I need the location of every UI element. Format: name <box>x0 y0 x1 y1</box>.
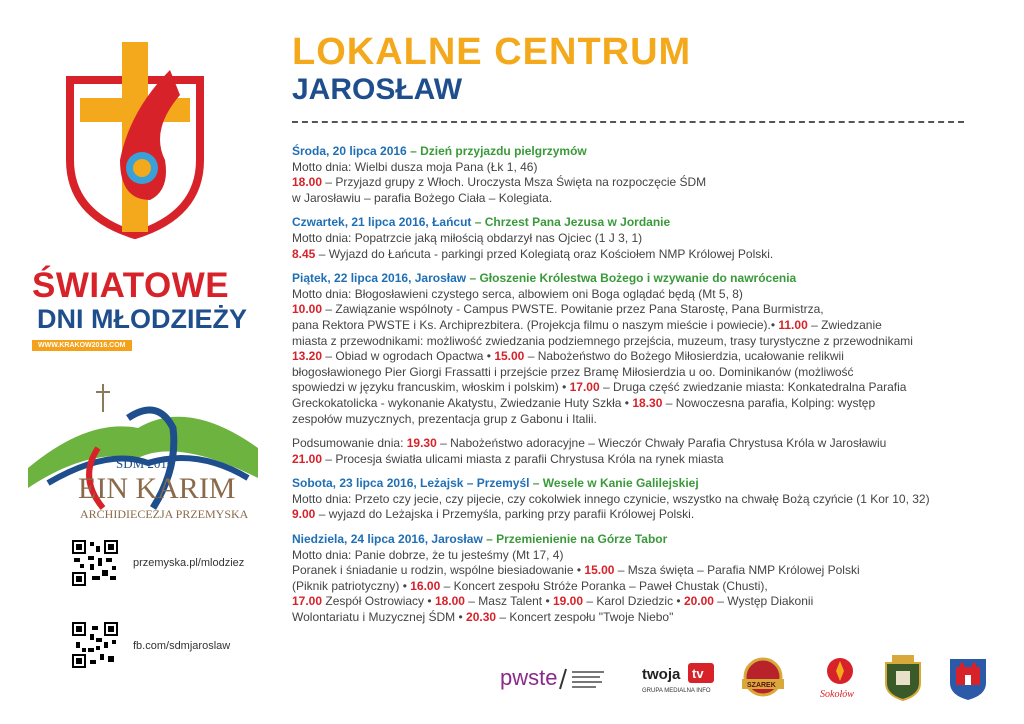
event-text: Poranek i śniadanie u rodzin, wspólne biesiadowanie • <box>292 563 585 578</box>
ein-sub-text: ARCHIDIECEZJA PRZEMYSKA <box>80 507 249 521</box>
day-block-friday <box>292 271 982 427</box>
ein-main-text: EIN KARIM <box>78 472 236 505</box>
wyd-cross-logo <box>50 40 220 240</box>
event-line <box>292 175 982 191</box>
event-time: 19.30 <box>406 436 437 451</box>
pwste-logo <box>500 663 610 693</box>
tv-text: tv <box>692 666 704 681</box>
coat-of-arms-icon <box>884 655 922 701</box>
day-block-saturday <box>292 476 982 523</box>
day-header <box>292 215 982 231</box>
day-motto: Motto dnia: Błogosławieni czystego serca, albowiem oni Boga oglądać będą (Mt 5, 8) <box>292 286 743 301</box>
event-text: Wolontariatu i Muzycznej ŚDM • <box>292 610 467 625</box>
day-block-wednesday <box>292 144 982 206</box>
day-header <box>292 144 982 160</box>
event-line: w Jarosławiu – parafia Bożego Ciała – Kolegiata. <box>292 190 553 205</box>
day-date: Sobota, 23 lipca 2016, Leżajsk – Przemyśl <box>292 476 530 491</box>
summary-label: Podsumowanie dnia: <box>292 436 407 451</box>
event-text: – Nabożeństwo adoracyjne – Wieczór Chwały Parafia Chrystusa Króla w Jarosławiu <box>436 436 887 451</box>
event-line <box>292 302 982 318</box>
event-time: 17.00 <box>292 594 323 609</box>
event-text: – wyjazd do Leżajska i Przemyśla, parking przy parafii Królowej Polski. <box>315 507 695 522</box>
event-time: 9.00 <box>292 507 316 522</box>
day-summary <box>292 436 982 467</box>
event-text: – Nowoczesna parafia, Kolping: występ <box>662 395 876 410</box>
event-text: – Zawiązanie wspólnoty - Campus PWSTE. Powitanie przez Pana Starostę, Pana Burmistrza, <box>322 302 824 317</box>
event-text: – Występ Diakonii <box>713 594 814 609</box>
left-column <box>0 0 270 724</box>
city-coat-of-arms-icon <box>948 655 988 701</box>
qr-label-facebook[interactable]: fb.com/sdmjaroslaw <box>133 640 231 652</box>
event-text: Greckokatolicka - wykonanie Akatystu, Zwiedzanie Huty Szkła • <box>292 395 633 410</box>
event-text: – Druga część zwiedzanie miasta: Konkatedralna Parafia <box>599 380 907 395</box>
event-line <box>292 247 982 263</box>
event-time: 11.00 <box>778 317 808 332</box>
event-text: – Zwiedzanie <box>807 317 882 332</box>
event-text: pana Rektora PWSTE i Ks. Archiprezbitera. (Projekcja filmu o naszym mieście i powiecie).• <box>292 317 779 332</box>
event-text: – Wyjazd do Łańcuta - parkingi przed Kolegiatą oraz Kościołem NMP Królowej Polski. <box>315 246 774 261</box>
day-block-thursday <box>292 215 982 262</box>
event-text: Zespół Ostrowiacy • <box>322 594 435 609</box>
event-line <box>292 452 982 468</box>
day-header <box>292 271 982 287</box>
event-line <box>292 507 982 523</box>
pwste-text: pwste <box>500 665 558 690</box>
event-text: – Msza święta – Parafia NMP Królowej Polski <box>614 563 860 578</box>
day-date: Czwartek, 21 lipca 2016, Łańcut <box>292 215 472 230</box>
event-text: – Koncert zespołu "Twoje Niebo" <box>496 610 674 625</box>
event-time: 17.00 <box>569 380 600 395</box>
event-line <box>292 380 982 396</box>
event-line: miasta z przewodnikami: możliwość zwiedzania podziemnego przejścia, muzeum, trasy turystyczne z przewodnikami <box>292 333 913 348</box>
twoja-text: twoja <box>642 666 681 683</box>
event-time: 18.00 <box>434 594 465 609</box>
sokolow-text: Sokołów <box>820 689 854 700</box>
day-date: Środa, 20 lipca 2016 <box>292 144 407 158</box>
event-line <box>292 318 982 334</box>
day-block-sunday <box>292 532 982 626</box>
sdm-url: WWW.KRAKOW2016.COM <box>32 340 132 351</box>
event-line <box>292 563 982 579</box>
day-topic: – Głoszenie Królestwa Bożego i wzywanie do nawrócenia <box>466 271 797 286</box>
page-title: LOKALNE CENTRUM <box>292 31 692 73</box>
event-line: zespołów muzycznych, prezentacja grup z Gabonu i Italii. <box>292 411 597 426</box>
event-text: – Nabożeństwo do Bożego Miłosierdzia, ucałowanie relikwii <box>524 349 844 364</box>
sokolow-logo <box>818 655 862 701</box>
day-motto: Motto dnia: Popatrzcie jaką miłością obdarzył nas Ojciec (1 J 3, 1) <box>292 230 643 245</box>
event-line <box>292 610 982 626</box>
ein-top-text: ŚDM 2016 <box>116 456 174 471</box>
qr-code-icon <box>72 622 118 668</box>
ein-karim-logo <box>28 378 258 528</box>
event-line <box>292 436 982 452</box>
event-time: 16.00 <box>410 578 441 593</box>
day-date: Niedziela, 24 lipca 2016, Jarosław <box>292 532 483 547</box>
event-text: – Masz Talent • <box>464 594 553 609</box>
event-time: 15.00 <box>584 563 615 578</box>
program-content <box>292 144 982 635</box>
day-motto: Motto dnia: Przeto czy jecie, czy pijecie, czy cokolwiek innego czynicie, wszystko na chwałę Bożą czyńcie (1 Kor 10, 32) <box>292 491 930 506</box>
event-time: 20.00 <box>683 594 714 609</box>
sdm-line2: DNI MŁODZIEŻY <box>37 304 247 334</box>
day-header <box>292 532 982 548</box>
day-topic: – Chrzest Pana Jezusa w Jordanie <box>471 215 671 230</box>
event-text: – Procesja światła ulicami miasta z parafii Chrystusa Króla na rynek miasta <box>322 451 724 466</box>
qr-code-icon <box>72 540 118 586</box>
event-text: – Przyjazd grupy z Włoch. Uroczysta Msza Święta na rozpoczęcie ŚDM <box>322 175 707 190</box>
event-text: (Piknik patriotyczny) • <box>292 578 411 593</box>
day-topic: – Wesele w Kanie Galilejskiej <box>529 476 699 491</box>
event-time: 18.30 <box>632 395 663 410</box>
divider <box>292 121 964 123</box>
day-topic: – Dzień przyjazdu pielgrzymów <box>406 144 587 158</box>
event-line <box>292 579 982 595</box>
day-motto: Motto dnia: Wielbi dusza moja Pana (Łk 1, 46) <box>292 159 538 174</box>
event-line <box>292 396 982 412</box>
sdm-logo <box>32 268 252 352</box>
day-topic: – Przemienienie na Górze Tabor <box>482 532 668 547</box>
event-time: 8.45 <box>292 246 316 261</box>
sdm-line1: ŚWIATOWE <box>32 266 230 305</box>
szarek-logo <box>736 657 790 701</box>
event-line <box>292 594 982 610</box>
event-time: 15.00 <box>494 349 525 364</box>
event-time: 10.00 <box>292 302 323 317</box>
page-subtitle: JAROSŁAW <box>292 73 463 106</box>
event-time: 21.00 <box>292 451 323 466</box>
event-time: 18.00 <box>292 175 323 190</box>
event-time: 13.20 <box>292 349 323 364</box>
event-text: spowiedzi w języku francuskim, włoskim i polskim) • <box>292 380 570 395</box>
event-time: 20.30 <box>466 610 497 625</box>
qr-label-przemyska[interactable]: przemyska.pl/mlodziez <box>133 557 245 569</box>
twoja-sub-text: GRUPA MEDIALNA INFO <box>642 688 711 694</box>
event-line: błogosławionego Pier Giorgi Frassatti i przejście przez Bramę Miłosierdzia u oo. Dominikanów (możliwość <box>292 364 854 379</box>
event-time: 19.00 <box>553 594 584 609</box>
event-text: – Koncert zespołu Stróże Poranka – Paweł Chustak (Chusti), <box>440 578 768 593</box>
day-motto: Motto dnia: Panie dobrze, że tu jesteśmy (Mt 17, 4) <box>292 547 564 562</box>
twoja-tv-logo <box>640 659 720 697</box>
event-text: – Karol Dziedzic • <box>583 594 684 609</box>
day-date: Piątek, 22 lipca 2016, Jarosław <box>292 271 467 286</box>
event-line <box>292 349 982 365</box>
szarek-text: SZAREK <box>747 682 776 689</box>
day-header <box>292 476 982 492</box>
sponsor-logos <box>500 655 990 705</box>
event-text: – Obiad w ogrodach Opactwa • <box>322 349 495 364</box>
